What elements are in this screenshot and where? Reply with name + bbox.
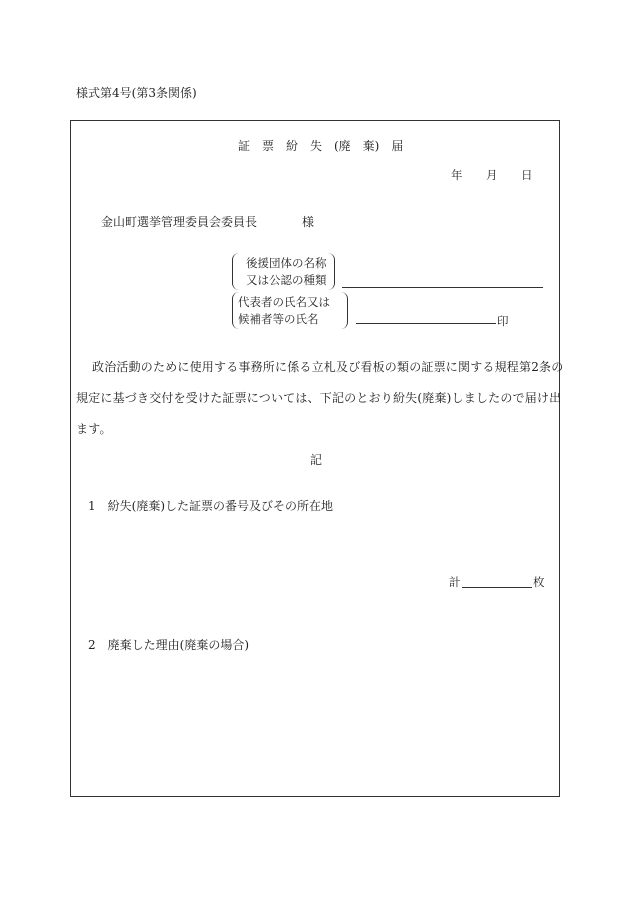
document-title: 証 票 紛 失 (廃 棄) 届 (238, 139, 404, 153)
item2-label (88, 636, 249, 653)
ki-heading: 記 (310, 453, 323, 467)
rep-label-line1: 代表者の氏名又は (238, 295, 330, 309)
count-prefix: 計 (449, 575, 461, 589)
body-text-line1: 政治活動のために使用する事務所に係る立札及び看板の類の証票に関する規程第2条の (92, 360, 564, 374)
count-suffix: 枚 (533, 575, 545, 589)
org-label-line2: 又は公認の種類 (246, 273, 327, 287)
item1-number: 1 (88, 499, 96, 513)
form-number-label: 様式第4号(第3条関係) (76, 86, 197, 100)
rep-label-line2: 候補者等の氏名 (238, 312, 319, 326)
item1-label (88, 497, 333, 514)
date-year-label: 年 (451, 168, 463, 182)
item2-text: 廃棄した理由(廃棄の場合) (107, 638, 250, 652)
item2-number: 2 (88, 638, 96, 652)
org-name-field[interactable] (342, 287, 543, 288)
seal-mark: 印 (497, 314, 509, 328)
count-field[interactable] (462, 587, 532, 588)
addressee-name: 金山町選挙管理委員会委員長 (101, 215, 258, 229)
date-day-label: 日 (521, 168, 533, 182)
body-text-line2: 規定に基づき交付を受けた証票については、下記のとおり紛失(廃棄)しましたので届け出 (76, 391, 562, 405)
body-text-line3: ます。 (76, 422, 112, 436)
rep-name-field[interactable] (356, 323, 496, 324)
date-month-label: 月 (486, 168, 498, 182)
org-label-line1: 後援団体の名称 (246, 256, 327, 270)
addressee-honorific: 様 (302, 215, 315, 229)
item1-text: 紛失(廃棄)した証票の番号及びその所在地 (107, 499, 334, 513)
